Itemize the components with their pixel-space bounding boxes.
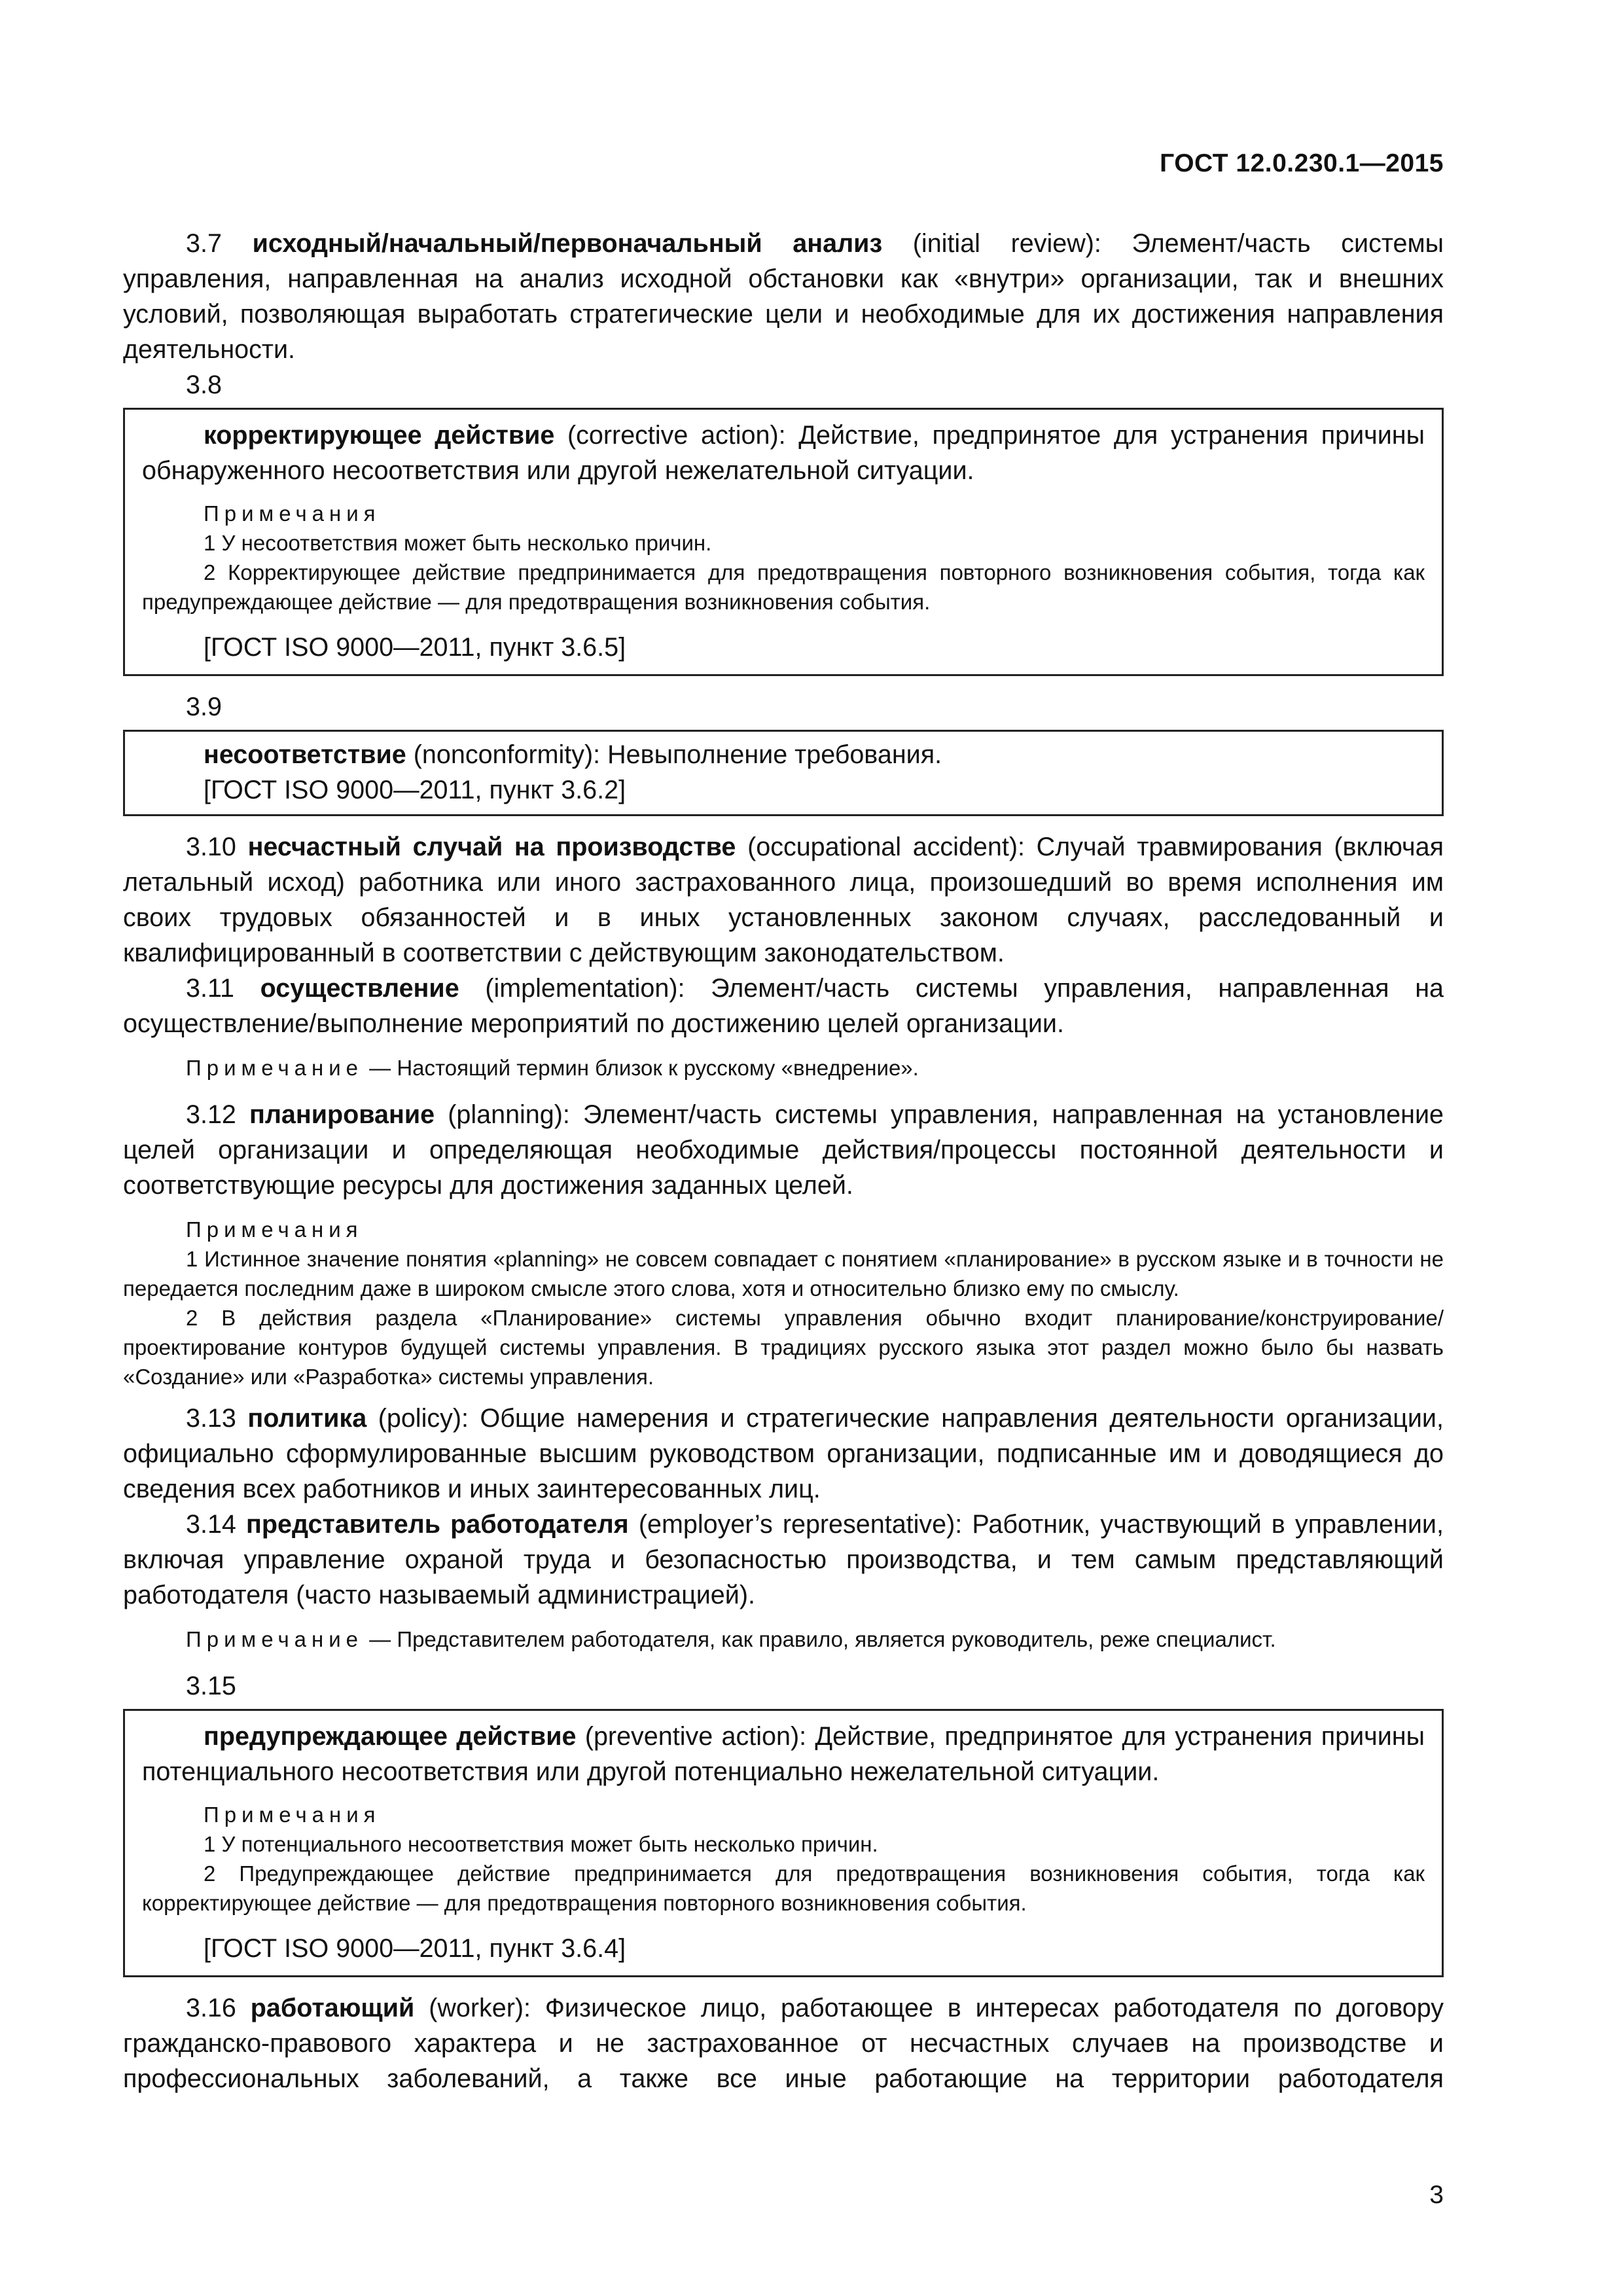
source-reference: [ГОСТ ISO 9000—2011, пункт 3.6.4] — [204, 1934, 626, 1963]
definition-3-7: 3.7 исходный/начальный/первоначальный анализ (initial review): Элемент/часть системы управления, направленная на анализ исходной обстановки как «внутри» организации, так и внешних условий, позволяющая выработать стратегические цели и необходимые для их достижения направления деятельности. — [123, 229, 1444, 364]
definition-3-11: 3.11 осуществление (implementation): Элемент/часть системы управления, направленная на осуществление/выполнение мероприятий по достижению целей организации. — [123, 974, 1444, 1038]
notes-heading: Примечания — [186, 1217, 363, 1242]
definition-text: Элемент/часть системы управления, направленная на анализ исходной обстановки как «внутри» организации, так и внешних условий, позволяющая выработать стратегические цели и необходимые для их достижения направления деятельности. — [123, 229, 1444, 364]
quoted-definition-box — [123, 408, 1444, 676]
notes-heading: Примечания — [204, 501, 381, 526]
quoted-definition-box — [123, 730, 1444, 816]
definition-3-12: 3.12 планирование (planning): Элемент/часть системы управления, направленная на установление целей организации и определяющая необходимые действия/процессы постоянной деятельности и соответствующие ресурсы для достижения заданных целей. — [123, 1100, 1444, 1200]
clause-number: 3.8 — [186, 370, 222, 399]
note — [123, 1624, 1444, 1654]
document-designation: ГОСТ 12.0.230.1—2015 — [1160, 149, 1444, 177]
term-english: (worker): — [429, 1994, 531, 2022]
note-label: Примечание — [186, 1627, 364, 1651]
term: исходный/начальный/первоначальный анализ — [252, 229, 883, 258]
term-english: (implementation): — [485, 974, 685, 1003]
term-english: (initial review): — [912, 229, 1101, 258]
note-item: 2 В действия раздела «Планирование» системы управления обычно входит планирование/конструирование/проектирование контуров будущей системы управления. В традициях русского языка этот раздел можно было бы назвать «Создание» или «Разработка» системы управления. — [123, 1306, 1444, 1389]
document-body — [123, 226, 1444, 2096]
definition-text: Действие, предпринятое для устранения причины потенциального несоответствия или другой потенциально нежелательной ситуации. — [142, 1722, 1425, 1786]
term: корректирующее действие — [204, 421, 555, 450]
definition-text: Работник, участвующий в управлении, включая управление охраной труда и безопасностью производства, и тем самым представляющий работодателя (часто называемый администрацией). — [123, 1510, 1444, 1609]
note-label: Примечание — [186, 1056, 364, 1080]
definition-3-16: 3.16 работающий (worker): Физическое лицо, работающее в интересах работодателя по договору гражданско-правового характера и не застрахованное от несчастных случаев на производстве и профессиональных заболеваний, а также все иные работающие на территории работодателя — [123, 1994, 1444, 2093]
definition-3-13: 3.13 политика (policy): Общие намерения и стратегические направления деятельности организации, официально сформулированные высшим руководством организации, подписанные им и доводящиеся до сведения всех работников и иных заинтересованных лиц. — [123, 1404, 1444, 1503]
definition-3-14: 3.14 представитель работодателя (employer’s representative): Работник, участвующий в управлении, включая управление охраной труда и безопасностью производства, и тем самым представляющий работодателя (часто называемый администрацией). — [123, 1510, 1444, 1609]
term: несчастный случай на производстве — [247, 833, 736, 861]
note-item: 2 Предупреждающее действие предпринимается для предотвращения возникновения события, тогда как корректирующее действие — для предотвращения повторного возникновения события. — [142, 1861, 1425, 1915]
term: представитель работодателя — [246, 1510, 629, 1539]
notes — [142, 1800, 1425, 1918]
note-text: — Настоящий термин близок к русскому «внедрение». — [363, 1056, 919, 1080]
definition-3-8 — [142, 418, 1425, 488]
definition-text: Невыполнение требования. — [607, 740, 942, 769]
term-english: (policy): — [378, 1404, 469, 1433]
source-reference: [ГОСТ ISO 9000—2011, пункт 3.6.2] — [204, 776, 626, 804]
term-english: (nonconformity): — [413, 740, 601, 769]
definition-3-9 — [142, 737, 1425, 772]
note-item: 1 У потенциального несоответствия может быть несколько причин. — [204, 1832, 878, 1856]
definition-text: Элемент/часть системы управления, направленная на установление целей организации и определяющая необходимые действия/процессы постоянной деятельности и соответствующие ресурсы для достижения заданных целей. — [123, 1100, 1444, 1200]
notes-heading: Примечания — [204, 1803, 381, 1827]
term-english: (corrective action): — [567, 421, 786, 450]
term: планирование — [249, 1100, 435, 1129]
definition-3-15 — [142, 1719, 1425, 1789]
definition-text: Элемент/часть системы управления, направленная на осуществление/выполнение мероприятий по достижению целей организации. — [123, 974, 1444, 1038]
term: политика — [247, 1404, 367, 1433]
definition-3-10: 3.10 несчастный случай на производстве (occupational accident): Случай травмирования (включая летальный исход) работника или иного застрахованного лица, произошедший во время исполнения им своих трудовых обязанностей и в иных установленных законом случаях, расследованный и квалифицированный в соответствии с действующим законодательством. — [123, 833, 1444, 967]
quoted-definition-box — [123, 1709, 1444, 1977]
term-english: (employer’s representative): — [638, 1510, 963, 1539]
definition-text: Общие намерения и стратегические направления деятельности организации, официально сформулированные высшим руководством организации, подписанные им и доводящиеся до сведения всех работников и иных заинтересованных лиц. — [123, 1404, 1444, 1503]
clause-number: 3.15 — [186, 1672, 236, 1700]
definition-text: Случай травмирования (включая летальный исход) работника или иного застрахованного лица, произошедший во время исполнения им своих трудовых обязанностей и в иных установленных законом случаях, расследованный и квалифицированный в соответствии с действующим законодательством. — [123, 833, 1444, 967]
definition-text: Физическое лицо, работающее в интересах работодателя по договору гражданско-правового характера и не застрахованное от несчастных случаев на производстве и профессиональных заболеваний, а также все иные работающие на территории работодателя — [123, 1994, 1444, 2093]
source-reference: [ГОСТ ISO 9000—2011, пункт 3.6.5] — [204, 633, 626, 662]
notes — [123, 1215, 1444, 1391]
note-item: 1 Истинное значение понятия «planning» не совсем совпадает с понятием «планирование» в русском языке и в точности не передается последним даже в широком смысле этого слова, хотя и относительно близко ему по смыслу. — [123, 1247, 1444, 1300]
term-english: (planning): — [448, 1100, 570, 1129]
term-english: (preventive action): — [584, 1722, 807, 1751]
term: предупреждающее действие — [204, 1722, 577, 1751]
term: работающий — [250, 1994, 415, 2022]
note-text: — Представителем работодателя, как правило, является руководитель, реже специалист. — [363, 1627, 1276, 1651]
notes — [142, 499, 1425, 617]
page-number: 3 — [1429, 2181, 1444, 2209]
note-item: 2 Корректирующее действие предпринимается для предотвращения повторного возникновения события, тогда как предупреждающее действие — для предотвращения возникновения события. — [142, 560, 1425, 614]
definition-text: Действие, предпринятое для устранения причины обнаруженного несоответствия или другой нежелательной ситуации. — [142, 421, 1425, 485]
note — [123, 1053, 1444, 1083]
term-english: (occupational accident): — [747, 833, 1025, 861]
note-item: 1 У несоответствия может быть несколько причин. — [204, 531, 712, 555]
term: осуществление — [260, 974, 459, 1003]
term: несоответствие — [204, 740, 406, 769]
clause-number: 3.9 — [186, 692, 222, 721]
